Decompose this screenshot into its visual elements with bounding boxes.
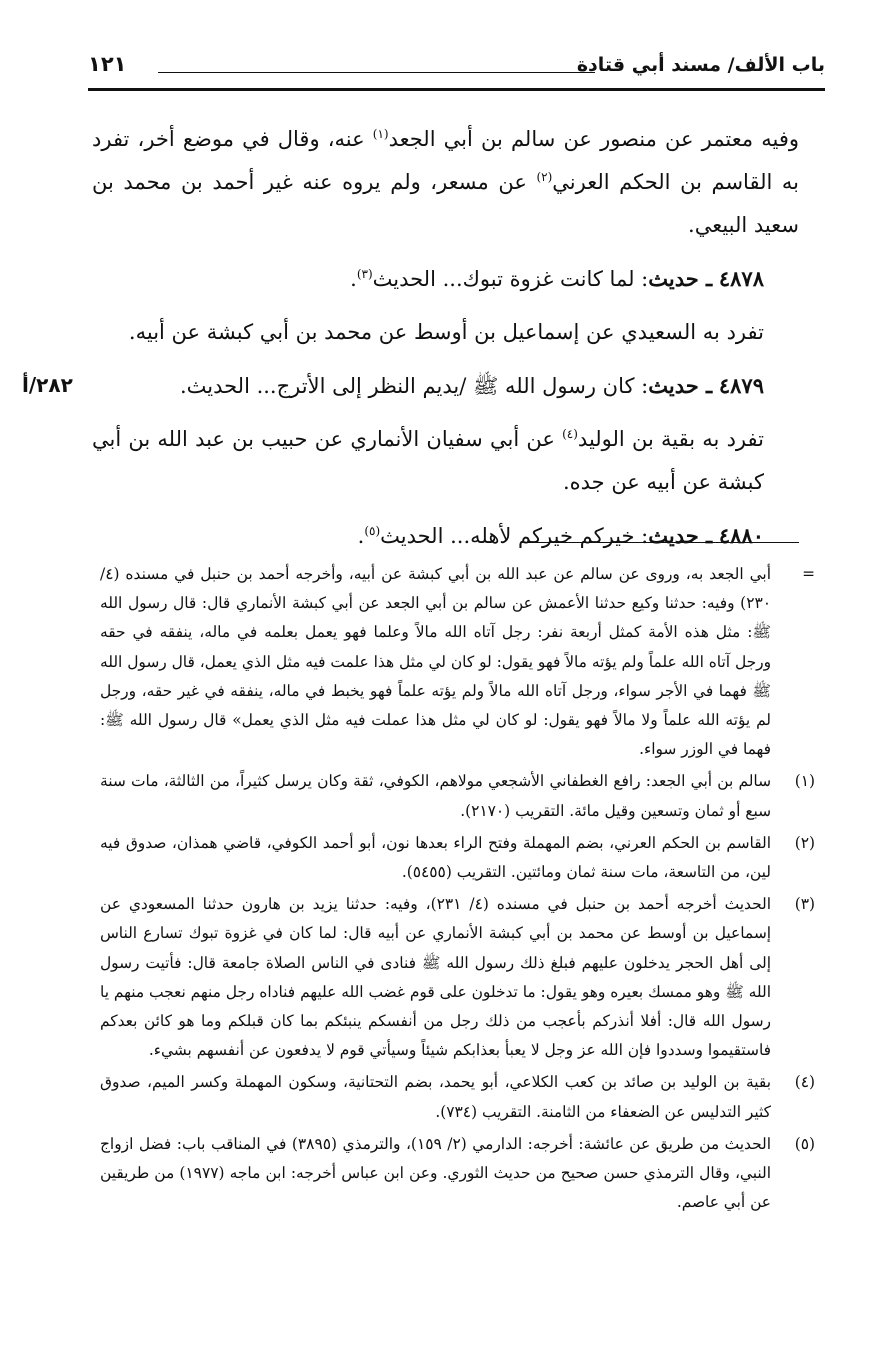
header-rule (88, 88, 825, 91)
footnote-mark: (٣) (794, 895, 815, 914)
note-ref-4: (٤) (562, 427, 578, 441)
footnote-2 (100, 829, 815, 887)
hadith-4878 (92, 257, 799, 301)
hadith-number: ٤٨٧٨ (718, 266, 764, 291)
note-ref-2: (٢) (536, 170, 553, 184)
footnote-continued (100, 560, 815, 764)
footnote-5 (100, 1130, 815, 1218)
hadith-number: ٤٨٧٩ (718, 373, 764, 398)
manuscript-folio-ref: ٢٨٢/أ (22, 373, 73, 397)
intro-text-3: عن مسعر، ولم يروه عنه غير أحمد بن محمد بن سعيد البيعي. (92, 170, 799, 237)
hadith-text: : لما كانت غزوة تبوك... الحديث (372, 267, 649, 291)
hadith-4879 (22, 364, 799, 408)
hadith-label: ـ حديث (648, 266, 713, 291)
footnote-4 (100, 1068, 815, 1126)
footnote-text: بقية بن الوليد بن صائد بن كعب الكلاعي، أبو يحمد، بضم التحتانية، وسكون المهملة وكسر الميم، صدوق كثير التدليس عن الضعفاء من الثامنة. التقريب (٧٣٤). (100, 1073, 771, 1121)
footnote-3 (100, 890, 815, 1065)
intro-text-2: عنه، وقال في موضع أخر، تفرد به القاسم بن الحكم العرني (92, 127, 799, 194)
hadith-text: : كان رسول الله ﷺ /يديم النظر إلى الأترج... الحديث. (179, 374, 649, 398)
page-number: ١٢١ (88, 52, 127, 76)
running-head: باب الألف/ مسند أبي قتادة (576, 54, 825, 76)
hadith-number: ٤٨٨٠ (718, 523, 764, 548)
footnote-text: الحديث أخرجه أحمد بن حنبل في مسنده (٤/ ٢٣١)، وفيه: حدثنا يزيد بن هارون حدثنا المسعودي عن إسماعيل بن أوسط عن محمد بن أبي كبشة الأنماري عن أبيه قال: لما كان في غزوة تبوك تسارع الناس إلى أهل الحجر يدخلون عليهم فبلغ ذلك رسول الله ﷺ فنادى في الناس الصلاة جامعة قال: فأتيت رسول الله ﷺ وهو ممسك بعيره وهو يقول: ما تدخلون على قوم غضب الله عليهم فناداه رجل منهم نعجب منهم يا رسول الله قال: أفلا أنذركم بأعجب من ذلك رجل من أنفسكم ينبئكم بما كان قبلكم وما هو كائن بعدكم فاستقيموا وسددوا فإن الله عز وجل لا يعبأ بعذابكم شيئاً وسيأتي قوم لا يدفعون عن أنفسهم بشيء. (100, 895, 772, 1060)
footnote-mark: (٤) (794, 1073, 815, 1092)
intro-paragraph (92, 118, 799, 247)
footnote-mark: (١) (794, 772, 815, 791)
footnote-mark: (٥) (794, 1134, 815, 1153)
comment-text-2: عن أبي سفيان الأنماري عن حبيب بن عبد الله بن أبي كبشة عن أبيه عن جده. (92, 427, 764, 494)
footnote-mark: (٢) (794, 833, 815, 852)
footnotes (100, 560, 815, 1220)
comment-text-1: تفرد به بقية بن الوليد (577, 427, 764, 451)
footnote-1 (100, 767, 815, 825)
footnote-text: القاسم بن الحكم العرني، بضم المهملة وفتح الراء بعدها نون، أبو أحمد الكوفي، قاضي همذان، صدوق فيه لين، من التاسعة، مات سنة ثمان ومائتين. التقريب (٥٤٥٥). (100, 833, 771, 882)
hadith-label: ـ حديث (648, 373, 713, 398)
footnote-text: أبي الجعد به، وروى عن سالم عن عبد الله بن أبي كبشة عن أبيه، وأخرجه أحمد بن حنبل في مسنده (٤/ ٢٣٠) وفيه: حدثنا وكيع حدثنا الأعمش عن سالم بن أبي الجعد عن أبي كبشة الأنماري قال: قال رسول الله ﷺ: مثل هذه الأمة كمثل أربعة نفر: رجل آتاه الله مالاً وعلما فهو يعمل بعلمه في ماله، ينفقه في حقه ورجل آتاه الله علماً ولم يؤته مالاً فهو يقول: لو كان لي مثل هذا علمت فيه مثل الذي يعمل، قال رسول الله ﷺ فهما في الأجر سواء، ورجل آتاه الله مالاً ولم يؤته علماً فهو يخبط في ماله، ينفقه في غير حقه، ورجل لم يؤته الله علماً ولا مالاً فهو يقول: لو كان لي مثل هذا عملت فيه مثل الذي يعمل» قال رسول الله ﷺ: فهما في الوزر سواء. (100, 565, 771, 759)
note-ref-5: (٥) (364, 524, 381, 538)
footnote-mark: = (802, 565, 815, 583)
hadith-4880 (92, 514, 799, 558)
hadith-end: . (350, 267, 357, 291)
footnote-text: سالم بن أبي الجعد: رافع الغطفاني الأشجعي مولاهم، الكوفي، ثقة وكان يرسل كثيراً، من الثالثة، مات سنة سبع أو ثمان وتسعين وقيل مائة. التقريب (٢١٧٠). (100, 772, 771, 820)
hadith-end: . (357, 524, 365, 548)
note-ref-3: (٣) (356, 267, 373, 281)
page-header (88, 40, 825, 86)
note-ref-1: (١) (372, 127, 389, 141)
hadith-label: ـ حديث (648, 523, 713, 548)
comment-text: تفرد به السعيدي عن إسماعيل بن أوسط عن محمد بن أبي كبشة عن أبيه. (128, 320, 764, 344)
hadith-text: : خيركم خيركم لأهله... الحديث (380, 524, 649, 548)
footnote-text: الحديث من طريق عن عائشة: أخرجه: الدارمي (٢/ ١٥٩)، والترمذي (٣٨٩٥) في المناقب باب: فضل ازواج النبي، وقال الترمذي حسن صحيح من حديث الثوري. وعن ابن عباس أخرجه: ابن ماجه (١٩٧٧) من طريقين عن أبي عاصم. (100, 1134, 772, 1212)
comment-4879 (92, 418, 799, 504)
main-text (22, 118, 800, 568)
footnote-separator (521, 542, 799, 543)
header-leader-line (158, 72, 595, 73)
comment-4878 (92, 311, 799, 354)
intro-text-1: وفيه معتمر عن منصور عن سالم بن أبي الجعد (388, 127, 800, 151)
